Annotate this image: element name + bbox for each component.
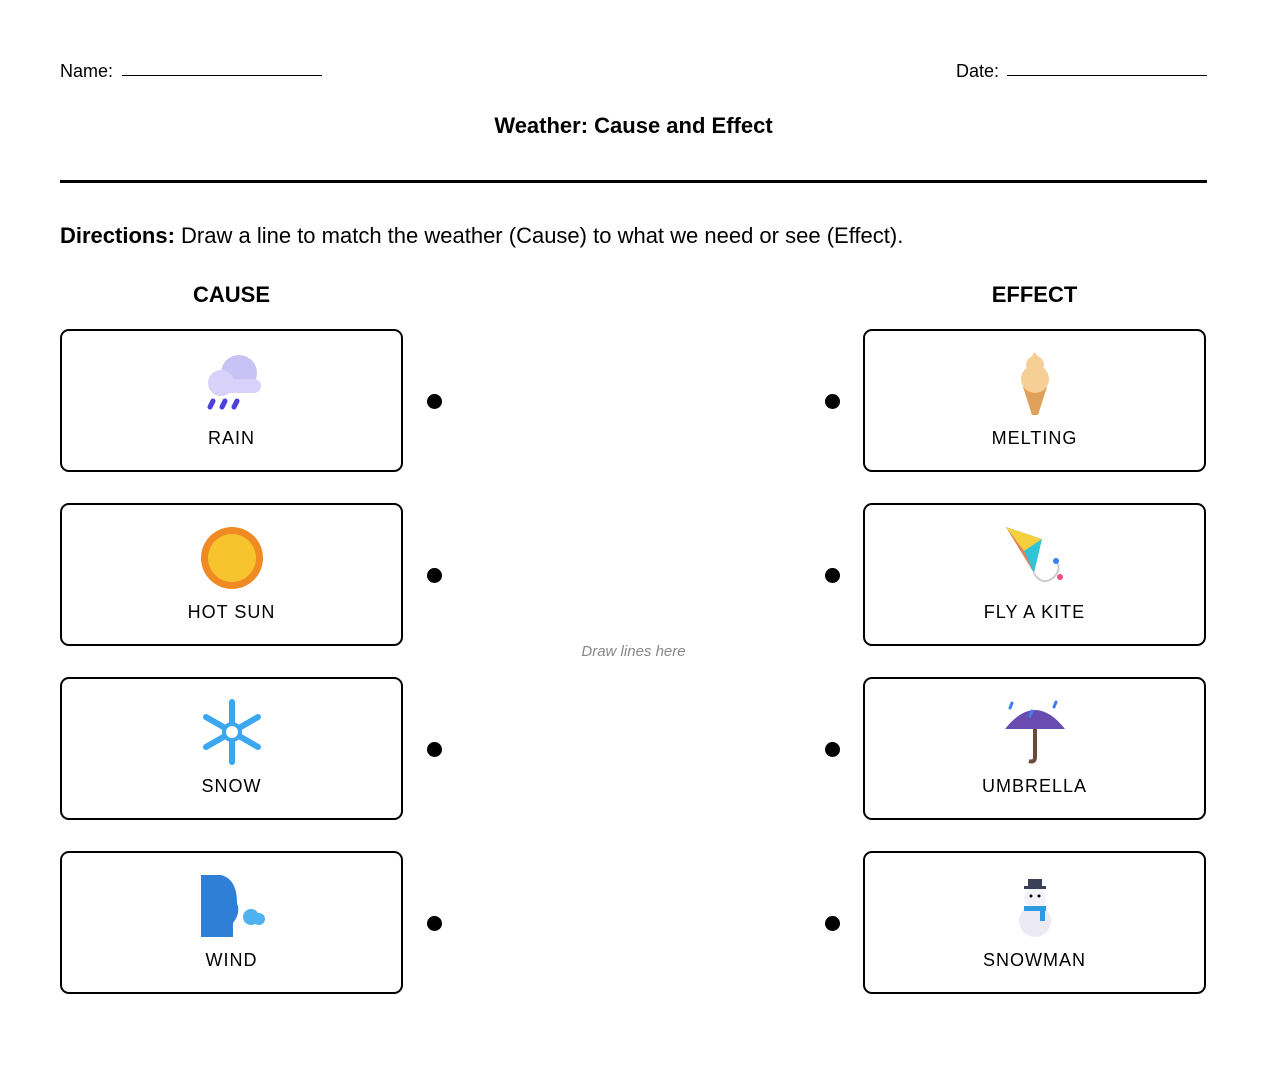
umbrella-icon bbox=[1002, 699, 1068, 765]
cause-label: HOT SUN bbox=[187, 602, 276, 622]
cause-dot[interactable] bbox=[427, 568, 442, 583]
date-field[interactable] bbox=[1007, 75, 1207, 76]
effect-card-snowman[interactable] bbox=[863, 851, 1206, 994]
cause-card-wind[interactable] bbox=[60, 851, 403, 994]
effect-dot[interactable] bbox=[825, 568, 840, 583]
effect-dot[interactable] bbox=[825, 394, 840, 409]
name-field[interactable] bbox=[122, 75, 322, 76]
page-title: Weather: Cause and Effect bbox=[494, 113, 773, 138]
effect-label: UMBRELLA bbox=[981, 776, 1088, 796]
effect-label: SNOWMAN bbox=[983, 950, 1086, 970]
ice-cream-icon bbox=[1002, 351, 1068, 417]
snowflake-icon bbox=[199, 699, 265, 765]
snowman-icon bbox=[1002, 873, 1068, 939]
divider bbox=[60, 180, 1207, 183]
sun-icon bbox=[199, 525, 265, 591]
cause-label: RAIN bbox=[207, 428, 255, 448]
cause-dot[interactable] bbox=[427, 916, 442, 931]
effect-dot[interactable] bbox=[825, 742, 840, 757]
directions-text: Draw a line to match the weather (Cause) to what we need or see (Effect). bbox=[174, 223, 904, 248]
cause-label: SNOW bbox=[201, 776, 262, 796]
cause-card-snow[interactable] bbox=[60, 677, 403, 820]
effect-heading: EFFECT bbox=[991, 282, 1078, 307]
cause-dot[interactable] bbox=[427, 394, 442, 409]
directions bbox=[60, 223, 903, 249]
cause-label: WIND bbox=[205, 950, 258, 970]
wind-face-icon bbox=[199, 873, 265, 939]
cause-card-hot-sun[interactable] bbox=[60, 503, 403, 646]
draw-lines-hint: Draw lines here bbox=[581, 643, 686, 660]
date-label: Date: bbox=[956, 61, 1000, 81]
directions-label: Directions: bbox=[60, 223, 175, 248]
effect-card-kite[interactable] bbox=[863, 503, 1206, 646]
kite-icon bbox=[1002, 525, 1068, 591]
cause-card-rain[interactable] bbox=[60, 329, 403, 472]
effect-label: FLY A KITE bbox=[983, 602, 1086, 622]
cause-dot[interactable] bbox=[427, 742, 442, 757]
effect-card-melting[interactable] bbox=[863, 329, 1206, 472]
effect-dot[interactable] bbox=[825, 916, 840, 931]
cause-heading: CAUSE bbox=[192, 282, 270, 307]
rain-cloud-icon bbox=[199, 351, 265, 417]
name-label: Name: bbox=[60, 61, 114, 81]
effect-card-umbrella[interactable] bbox=[863, 677, 1206, 820]
effect-label: MELTING bbox=[991, 428, 1078, 448]
